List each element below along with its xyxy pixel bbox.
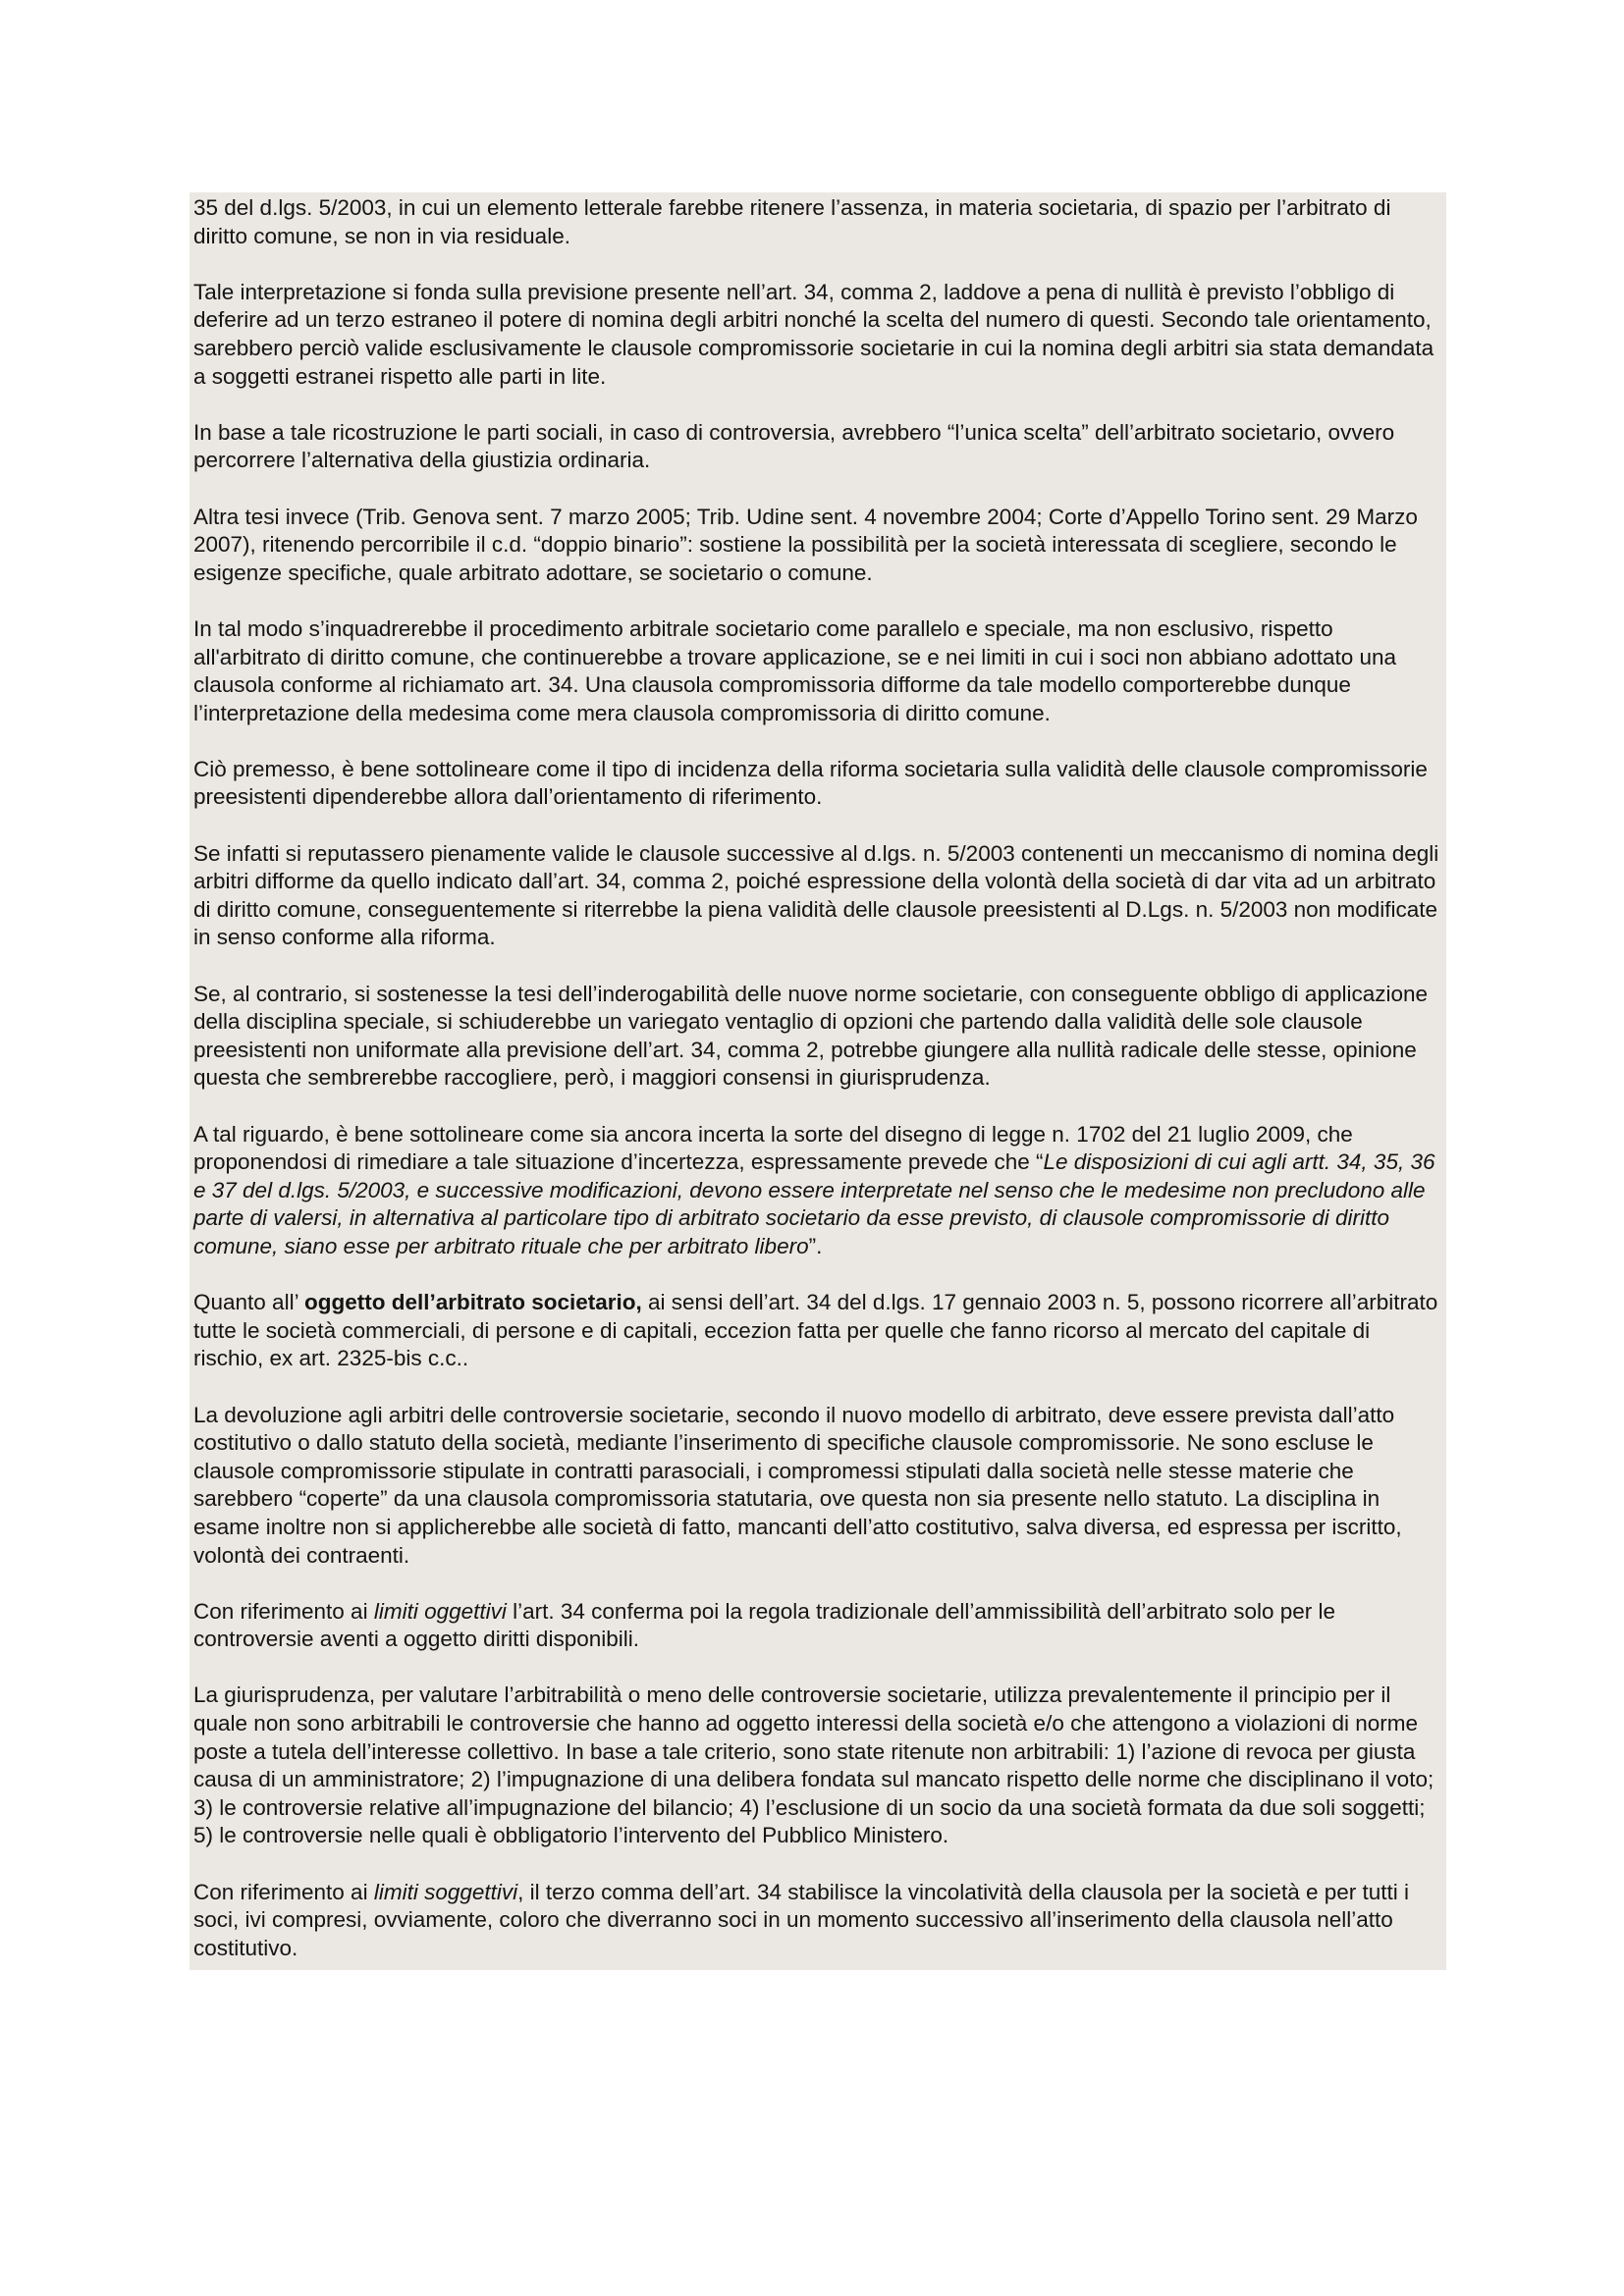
paragraph: In tal modo s’inquadrerebbe il procedimento arbitrale societario come parallelo e speciale, ma non esclusivo, rispetto all'arbitrato di diritto comune, che continuerebbe a trovare applicazione, se e nei limiti in cui i soci non abbiano adottato una clausola conforme al richiamato art. 34. Una clausola compromissoria difforme da tale modello comporterebbe dunque l’interpretazione della medesima come mera clausola compromissoria di diritto comune. [193, 615, 1397, 725]
paragraph: Tale interpretazione si fonda sulla previsione presente nell’art. 34, comma 2, laddove a pena di nullità è previsto l’obbligo di deferire ad un terzo estraneo il potere di nomina degli arbitri nonché la scelta del numero di questi. Secondo tale orientamento, sarebbero perciò valide esclusivamente le clausole compromissorie societarie in cui la nomina degli arbitri sia stata demandata a soggetti estranei rispetto alle parti in lite. [193, 279, 1435, 389]
italic-term: limiti oggettivi [373, 1598, 507, 1624]
paragraph: Se, al contrario, si sostenesse la tesi dell’inderogabilità delle nuove norme societarie, con conseguente obbligo di applicazione della disciplina speciale, si schiuderebbe un variegato ventaglio di opzioni che partendo dalla validità delle sole clausole preesistenti non uniformate alla previsione dell’art. 34, comma 2, potrebbe giungere alla nullità radicale delle stesse, opinione questa che sembrerebbe raccogliere, però, i maggiori consensi in giurisprudenza. [193, 981, 1429, 1091]
paragraph: Altra tesi invece (Trib. Genova sent. 7 marzo 2005; Trib. Udine sent. 4 novembre 2004; Corte d’Appello Torino sent. 29 Marzo 2007), ritenendo percorribile il c.d. “doppio binario”: sostiene la possibilità per la società interessata di scegliere, secondo le esigenze specifiche, quale arbitrato adottare, se societario o comune. [193, 504, 1418, 585]
paragraph [193, 1879, 1440, 1963]
paragraph-text: A tal riguardo, è bene sottolineare come sia ancora incerta la sorte del disegno di legge n. 1702 del 21 luglio 2009, che proponendosi di rimediare a tale situazione d’incertezza, espressamente prevede che “ [193, 1121, 1353, 1175]
paragraph-text: ai sensi dell’art. 34 del d.lgs. 17 gennaio 2003 n. 5, possono ricorrere all’arbitrato tutte le società commerciali, di persone e di capitali, eccezion fatta per quelle che fanno ricorso al mercato del capitale di rischio, ex art. 2325-bis c.c.. [193, 1290, 1438, 1371]
paragraph-text: ”. [808, 1233, 823, 1258]
paragraph: La giurisprudenza, per valutare l’arbitrabilità o meno delle controversie societarie, utilizza prevalentemente il principio per il quale non sono arbitrabili le controversie che hanno ad oggetto interessi della società e/o che attengono a violazioni di norme poste a tutela dell’interesse collettivo. In base a tale criterio, sono state ritenute non arbitrabili: 1) l’azione di revoca per giusta causa di un amministratore; 2) l’impugnazione di una delibera fondata sul mancato rispetto delle norme che disciplinano il voto; 3) le controversie relative all’impugnazione del bilancio; 4) l’esclusione di un socio da una società formata da due soli soggetti; 5) le controversie nelle quali è obbligatorio l’intervento del Pubblico Ministero. [193, 1682, 1435, 1848]
paragraph-text: Con riferimento ai [193, 1879, 374, 1904]
paragraph-text: Con riferimento ai [193, 1598, 374, 1624]
italic-term: limiti soggettivi [373, 1879, 518, 1904]
paragraph: 35 del d.lgs. 5/2003, in cui un elemento letterale farebbe ritenere l’assenza, in materia societaria, di spazio per l’arbitrato di diritto comune, se non in via residuale. [193, 195, 1391, 248]
paragraph: In base a tale ricostruzione le parti sociali, in caso di controversia, avrebbero “l’unica scelta” dell’arbitrato societario, ovvero percorrere l’alternativa della giustizia ordinaria. [193, 419, 1395, 473]
paragraph [193, 1121, 1440, 1261]
paragraph-text: l’art. 34 conferma poi la regola tradizionale dell’ammissibilità dell’arbitrato solo per le controversie aventi a oggetto diritti disponibili. [193, 1598, 1336, 1652]
paragraph [193, 1289, 1440, 1373]
paragraph [193, 1598, 1440, 1654]
paragraph-text: , il terzo comma dell’art. 34 stabilisce la vincolatività della clausola per la società e per tutti i soci, ivi compresi, ovviamente, coloro che diverranno soci in un momento successivo all’inserimento della clausola nell’atto costitutivo. [193, 1879, 1410, 1960]
bold-term: oggetto dell’arbitrato societario, [303, 1290, 642, 1315]
paragraph: La devoluzione agli arbitri delle controversie societarie, secondo il nuovo modello di arbitrato, deve essere prevista dall’atto costitutivo o dallo statuto della società, mediante l’inserimento di specifiche clausole compromissorie. Ne sono escluse le clausole compromissorie stipulate in contratti parasociali, i compromessi stipulati dalla società nelle stesse materie che sarebbero “coperte” da una clausola compromissoria statutaria, ove questa non sia presente nello statuto. La disciplina in esame inoltre non si applicherebbe alle società di fatto, mancanti dell’atto costitutivo, salva diversa, ed espressa per iscritto, volontà dei contraenti. [193, 1402, 1402, 1568]
paragraph-text: Quanto all’ [193, 1290, 304, 1315]
document-body [189, 192, 1446, 1970]
quoted-bill-text: Le disposizioni di cui agli artt. 34, 35, 36 e 37 del d.lgs. 5/2003, e successive modificazioni, devono essere interpretate nel senso che le medesime non precludono alle parte di valersi, in alternativa al particolare tipo di arbitrato societario da esse previsto, di clausole compromissorie di diritto comune, siano esse per arbitrato rituale che per arbitrato libero [193, 1149, 1435, 1258]
paragraph: Se infatti si reputassero pienamente valide le clausole successive al d.lgs. n. 5/2003 contenenti un meccanismo di nomina degli arbitri difforme da quello indicato dall’art. 34, comma 2, poiché espressione della volontà della società di dar vita ad un arbitrato di diritto comune, conseguentemente si riterrebbe la piena validità delle clausole preesistenti al D.Lgs. n. 5/2003 non modificate in senso conforme alla riforma. [193, 840, 1439, 950]
paragraph: Ciò premesso, è bene sottolineare come il tipo di incidenza della riforma societaria sulla validità delle clausole compromissorie preesistenti dipenderebbe allora dall’orientamento di riferimento. [193, 756, 1428, 810]
